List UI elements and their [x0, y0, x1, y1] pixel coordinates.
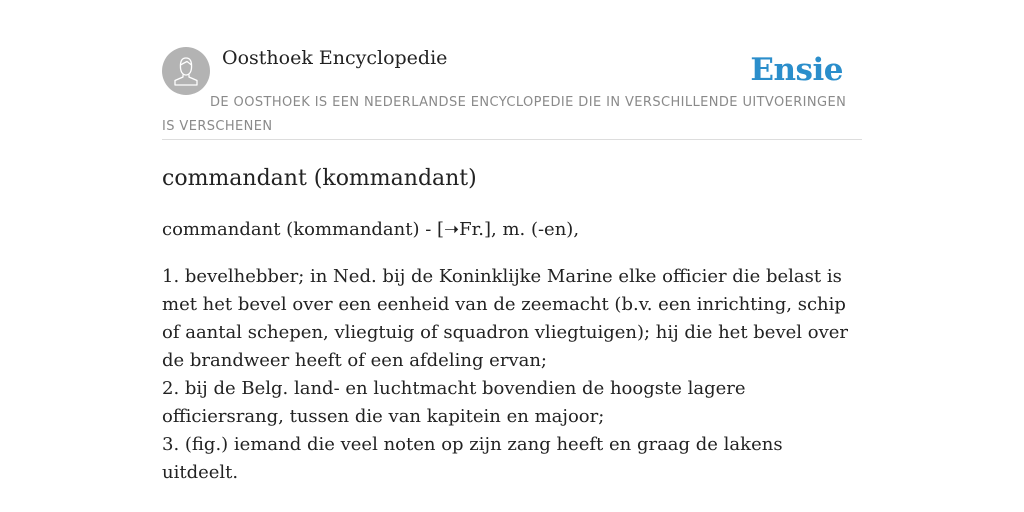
definition-item: 2. bij de Belg. land- en luchtmacht bovendien de hoogste lagere officiersrang, tussen die van kapitein en majoor;	[162, 378, 746, 427]
definition-item: 1. bevelhebber; in Ned. bij de Koninklijke Marine elke officier die belast is met het bevel over een eenheid van de zeemacht (b.v. een inrichting, schip of aantal schepen, vliegtuig of squadron vliegtuigen); hij die het bevel over de brandweer heeft of een afdeling ervan;	[162, 266, 849, 371]
definition-list	[162, 263, 862, 487]
header-divider	[162, 139, 862, 140]
definition-item: 3. (fig.) iemand die veel noten op zijn zang heeft en graag de lakens uitdeelt.	[162, 434, 783, 483]
source-description: DE OOSTHOEK IS EEN NEDERLANDSE ENCYCLOPEDIE DIE IN VERSCHILLENDE UITVOERINGEN IS VERSCHENEN	[162, 95, 847, 134]
user-icon	[162, 47, 210, 95]
ensie-logo[interactable]: Ensie	[750, 52, 843, 88]
source-name[interactable]: Oosthoek Encyclopedie	[222, 47, 448, 69]
avatar[interactable]	[162, 47, 210, 95]
page-title: commandant (kommandant)	[162, 166, 477, 191]
entry-headline: commandant (kommandant) - [➝Fr.], m. (-en),	[162, 219, 580, 240]
